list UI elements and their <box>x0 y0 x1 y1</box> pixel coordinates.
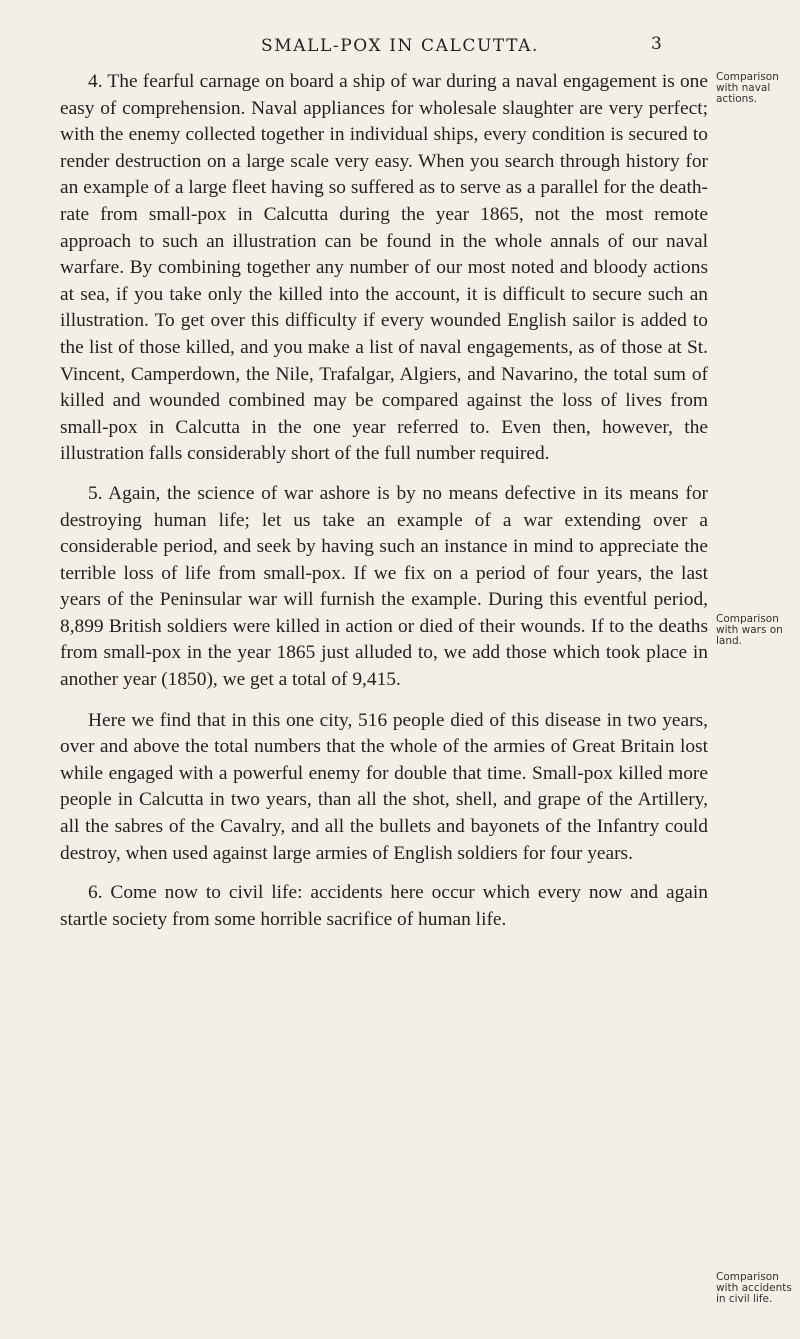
sidenote-civil: Comparison with accidents in civil life. <box>716 1271 792 1305</box>
sidenote-land: Comparison with wars on land. <box>716 613 783 647</box>
paragraph-6: 6. Come now to civil life: accidents here occur which every now and again startle society from some horrible sacrifice of human life. <box>60 882 708 930</box>
running-header: SMALL-POX IN CALCUTTA. <box>260 36 540 56</box>
page-number: 3 <box>651 34 662 54</box>
paragraph-4: 4. The fearful carnage on board a ship of war during a naval engagement is one easy of comprehension. Naval appliances for wholesale slaughter are very perfect; with the enemy collected together in individual ships, every condition is secured to render destruction on a large scale very easy. When you search through history for an example of a large fleet having so suffered as to serve as a parallel for the death-rate from small-pox in Calcutta during the year 1865, not the most remote approach to such an illustration can be found in the whole annals of our naval warfare. By combining together any number of our most noted and bloody actions at sea, if you take only the killed into the account, it is difficult to secure such an illustration. To get over this difficulty if every wounded English sailor is added to the list of those killed, and you make a list of naval engagements, as of those at St. Vincent, Camperdown, the Nile, Trafalgar, Algiers, and Navarino, the total sum of killed and wounded combined may be compared against the loss of lives from small-pox in Calcutta in the one year referred to. Even then, however, the illustration falls considerably short of the full number required. <box>60 71 708 465</box>
paragraph-5: 5. Again, the science of war ashore is by no means defective in its means for destroying human life; let us take an example of a war extending over a considerable period, and seek by having such an instance in mind to appreciate the terrible loss of life from small-pox. If we fix on a period of four years, the last years of the Peninsular war will furnish the example. During this eventful period, 8,899 British soldiers were killed in action or died of their wounds. If to the deaths from small-pox in the year 1865 just alluded to, we add those which took place in another year (1850), we get a total of 9,415. <box>60 482 708 691</box>
sidenote-naval: Comparison with naval actions. <box>716 71 779 105</box>
paragraph-here: Here we find that in this one city, 516 people died of this disease in two years, over and above the total numbers that the whole of the armies of Great Britain lost while engaged with a powerful enemy for double that time. Small-pox killed more people in Calcutta in two years, than all the shot, shell, and grape of the Artillery, all the sabres of the Cavalry, and all the bullets and bayonets of the Infantry could destroy, when used against large armies of English soldiers for four years. <box>60 709 708 864</box>
body-text <box>60 69 708 933</box>
